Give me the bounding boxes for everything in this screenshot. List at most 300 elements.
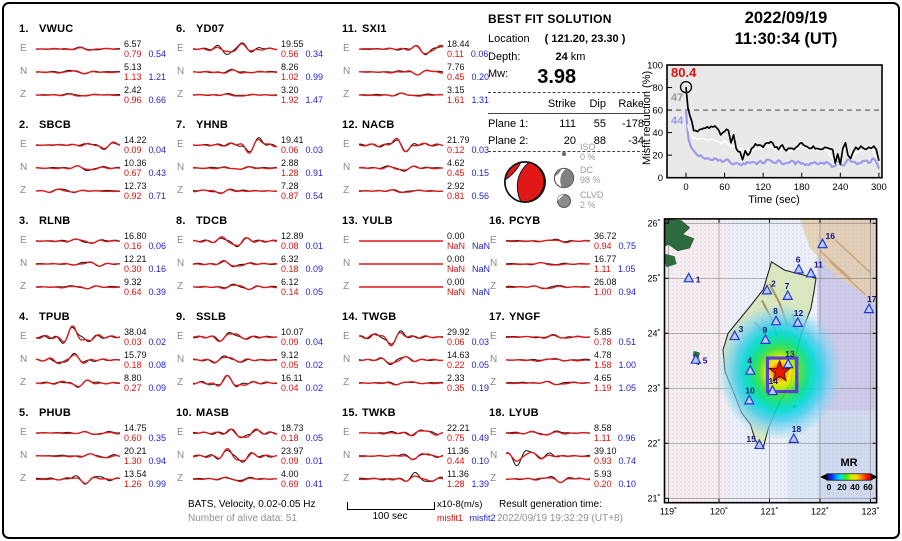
misfit2-value: 0.04 — [305, 336, 324, 347]
waveform-TDCB-Z — [191, 275, 279, 299]
component-label: N — [20, 450, 28, 461]
misfit-values — [124, 241, 166, 251]
misfit-values — [447, 241, 490, 251]
amplitude-value: 6.12 — [281, 276, 299, 287]
trace-row — [486, 325, 642, 348]
waveform-TPUB-Z — [34, 371, 122, 395]
misfit2-value: 0.06 — [148, 240, 167, 251]
station-header — [16, 310, 172, 325]
trace-row — [486, 252, 642, 275]
waveform-SBCB-Z — [34, 179, 122, 203]
misfit2-value: 1.21 — [148, 71, 167, 82]
waveform-LYUB-N — [504, 444, 592, 468]
waveform-YD07-E — [191, 37, 279, 61]
waveform-RLNB-N — [34, 252, 122, 276]
waveform-PCYB-E — [504, 229, 592, 253]
amplitude-value: 10.36 — [124, 157, 147, 168]
misfit1-value: 1.61 — [447, 94, 465, 105]
misfit2-value: 0.04 — [148, 144, 167, 155]
misfit2-value: 0.39 — [148, 286, 167, 297]
svg-text:120˚: 120˚ — [709, 506, 729, 517]
trace-row — [16, 252, 172, 275]
clvd-pct: 2 % — [580, 200, 596, 210]
station-code: TWKB — [362, 407, 396, 419]
trace-values — [281, 327, 323, 347]
trace-row — [173, 275, 329, 298]
misfit1-value: 0.27 — [124, 382, 142, 393]
misfit-values — [447, 264, 490, 274]
station-block — [339, 310, 495, 406]
trace-row — [486, 229, 642, 252]
component-label: Z — [20, 281, 27, 292]
misfit2-value: 0.56 — [471, 190, 490, 201]
map-station-number: 5 — [702, 355, 708, 366]
misfit2-value: 0.91 — [305, 167, 324, 178]
amplitude-value: 23.97 — [281, 445, 304, 456]
trace-values — [594, 423, 635, 443]
trace-row — [16, 83, 172, 106]
processing-info: BATS, Velocity, 0.02-0.05 Hz — [188, 499, 316, 510]
misfit-values — [281, 95, 323, 105]
misfit2-value: 0.02 — [305, 382, 324, 393]
misfit-values — [281, 287, 323, 297]
trace-row — [16, 275, 172, 298]
trace-row — [339, 60, 495, 83]
misfit2-value: 0.54 — [305, 190, 324, 201]
waveform-NACB-E — [357, 133, 445, 157]
misfit2-value: 0.15 — [471, 167, 490, 178]
station-block — [339, 406, 495, 502]
amplitude-value: 16.77 — [594, 253, 617, 264]
svg-text:119˚: 119˚ — [659, 506, 678, 517]
station-header — [16, 214, 172, 229]
waveform-SXI1-N — [357, 60, 445, 84]
station-header — [173, 22, 329, 37]
trace-values — [124, 350, 166, 370]
trace-row — [339, 444, 495, 467]
trace-values — [594, 231, 636, 251]
component-label: E — [20, 235, 27, 246]
waveform-SBCB-E — [34, 133, 122, 157]
component-label: E — [177, 235, 184, 246]
trace-row — [339, 37, 495, 60]
trace-values — [281, 350, 323, 370]
map-station-number: 1 — [695, 274, 701, 285]
trace-row — [339, 275, 495, 298]
trace-row — [486, 467, 642, 490]
waveform-YNGF-E — [504, 325, 592, 349]
misfit1-value: 0.67 — [124, 167, 142, 178]
trace-row — [173, 467, 329, 490]
station-header — [173, 406, 329, 421]
waveform-RLNB-Z — [34, 275, 122, 299]
component-label: N — [343, 66, 351, 77]
trace-values — [594, 327, 636, 347]
misfit-values — [447, 360, 489, 370]
component-label: N — [20, 162, 28, 173]
svg-text:20: 20 — [837, 482, 847, 492]
component-label: N — [490, 354, 498, 365]
misfit2-value: 1.31 — [471, 94, 490, 105]
amplitude-value: 4.00 — [281, 468, 299, 479]
trace-values — [124, 158, 166, 178]
misfit-values — [281, 168, 323, 178]
misfit-values — [594, 241, 636, 251]
waveform-TDCB-N — [191, 252, 279, 276]
station-code: PHUB — [39, 407, 71, 419]
scalebar-label: 100 sec — [372, 511, 408, 522]
trace-values — [447, 277, 490, 297]
amplitude-value: 12.89 — [281, 230, 304, 241]
map-station-number: 8 — [773, 306, 778, 317]
best-fit-title: BEST FIT SOLUTION — [488, 12, 612, 26]
amplitude-value: 13.54 — [124, 468, 147, 479]
waveform-SSLB-E — [191, 325, 279, 349]
trace-values — [594, 446, 636, 466]
misfit2-legend: misfit2 — [469, 513, 496, 523]
trace-row — [16, 348, 172, 371]
station-header — [339, 406, 495, 421]
station-code: LYUB — [509, 407, 539, 419]
trace-values — [124, 39, 166, 59]
amplitude-value: 2.42 — [124, 84, 142, 95]
station-block — [16, 406, 172, 502]
plot-ylabel: Misfit reduction (%) — [641, 70, 653, 165]
trace-values — [124, 254, 166, 274]
misfit1-value: 0.35 — [447, 382, 465, 393]
table-rule-top — [488, 92, 645, 93]
waveform-PHUB-E — [34, 421, 122, 445]
svg-text:26˚: 26˚ — [647, 218, 661, 229]
station-number: 11. — [342, 23, 358, 35]
station-number: 7. — [176, 119, 186, 131]
map-station-number: 3 — [738, 324, 744, 335]
amplitude-value: 5.13 — [124, 61, 142, 72]
trace-values — [447, 85, 489, 105]
misfit1-value: 0.18 — [124, 359, 142, 370]
waveform-TWKB-E — [357, 421, 445, 445]
misfit2-value: 0.71 — [148, 190, 167, 201]
misfit1-value: 0.09 — [124, 144, 142, 155]
component-label: E — [343, 43, 350, 54]
misfit2-value: 0.05 — [305, 286, 324, 297]
component-label: N — [177, 354, 185, 365]
misfit-values — [594, 456, 636, 466]
misfit2-value: 0.34 — [305, 48, 324, 59]
misfit-values — [594, 360, 636, 370]
misfit2-value: 0.01 — [305, 455, 324, 466]
station-code: MASB — [196, 407, 230, 419]
amplitude-value: 22.21 — [447, 422, 470, 433]
waveform-MASB-Z — [191, 467, 279, 491]
station-code: YULB — [362, 215, 393, 227]
trace-row — [173, 156, 329, 179]
waveform-SXI1-Z — [357, 83, 445, 107]
misfit-values — [447, 479, 489, 489]
trace-values — [594, 469, 636, 489]
waveform-SBCB-N — [34, 156, 122, 180]
misfit1-value: 1.13 — [124, 71, 142, 82]
trace-row — [173, 252, 329, 275]
station-header — [173, 118, 329, 133]
misfit-values — [594, 479, 636, 489]
amplitude-value: 14.75 — [124, 422, 147, 433]
third-misfit-label: 44 — [671, 115, 684, 127]
misfit1-value: 0.16 — [124, 240, 142, 251]
misfit1-value: 0.14 — [281, 286, 299, 297]
svg-text:121˚: 121˚ — [760, 506, 779, 517]
misfit1-value: 1.02 — [281, 71, 299, 82]
misfit1-value: 0.78 — [594, 336, 612, 347]
focal-mechanism-beachball — [502, 159, 548, 205]
amplitude-value: 7.76 — [447, 61, 465, 72]
component-label: Z — [490, 473, 497, 484]
misfit2-value: 0.02 — [305, 359, 324, 370]
waveform-VWUC-Z — [34, 83, 122, 107]
waveform-PCYB-Z — [504, 275, 592, 299]
trace-row — [339, 371, 495, 394]
trace-values — [447, 231, 490, 251]
trace-row — [173, 133, 329, 156]
misfit1-value: 1.11 — [594, 263, 611, 274]
misfit-values — [124, 145, 166, 155]
component-label: N — [343, 354, 351, 365]
waveform-TDCB-E — [191, 229, 279, 253]
trace-values — [281, 469, 323, 489]
map-station-number: 12 — [793, 307, 804, 318]
station-code: RLNB — [39, 215, 71, 227]
station-number: 5. — [19, 407, 29, 419]
component-label: E — [177, 427, 184, 438]
component-label: Z — [177, 377, 184, 388]
misfit2-value: 0.05 — [305, 432, 324, 443]
misfit-values — [447, 145, 489, 155]
misfit-values — [281, 191, 323, 201]
station-header — [339, 118, 495, 133]
station-code: SXI1 — [362, 23, 387, 35]
station-block — [16, 22, 172, 118]
station-header — [16, 22, 172, 37]
dc-row — [552, 165, 601, 189]
misfit1-value: 0.60 — [124, 432, 142, 443]
map-station-number: 7 — [784, 280, 790, 291]
trace-values — [281, 135, 323, 155]
misfit-values — [281, 241, 323, 251]
svg-text:20: 20 — [652, 150, 663, 162]
station-number: 8. — [176, 215, 186, 227]
station-number: 3. — [19, 215, 29, 227]
trace-row — [16, 37, 172, 60]
amplitude-value: 6.32 — [281, 253, 299, 264]
trace-values — [281, 181, 323, 201]
colorbar-gradient — [827, 474, 871, 480]
misfit1-value: 1.92 — [281, 94, 299, 105]
map-station-number: 9 — [762, 324, 768, 335]
component-label: E — [343, 139, 350, 150]
misfit2-value: 0.99 — [148, 478, 167, 489]
trace-values — [124, 135, 166, 155]
amplitude-value: 11.36 — [447, 468, 469, 479]
misfit-values — [447, 49, 488, 59]
misfit1-value: 0.22 — [447, 359, 465, 370]
amplitude-value: 0.00 — [447, 230, 465, 241]
waveform-YULB-Z — [357, 275, 445, 299]
misfit2-value: 0.08 — [148, 359, 167, 370]
trace-values — [281, 277, 323, 297]
station-code: TPUB — [39, 311, 70, 323]
waveform-LYUB-E — [504, 421, 592, 445]
svg-text:25˚: 25˚ — [647, 273, 661, 284]
component-label: Z — [490, 377, 497, 388]
station-code: SBCB — [39, 119, 71, 131]
waveform-YULB-E — [357, 229, 445, 253]
amplitude-value: 10.07 — [281, 326, 304, 337]
trace-values — [447, 181, 489, 201]
result-time-value: 2022/09/19 19:32:29 (UT+8) — [497, 513, 623, 524]
trace-values — [447, 254, 490, 274]
map-station-number: 11 — [813, 259, 823, 270]
trace-row — [16, 179, 172, 202]
component-label: E — [20, 139, 27, 150]
misfit1-value: NaN — [447, 240, 466, 251]
component-label: Z — [20, 89, 27, 100]
component-label: E — [20, 43, 27, 54]
trace-values — [281, 62, 323, 82]
trace-values — [281, 158, 323, 178]
misfit1-value: 0.12 — [447, 144, 465, 155]
component-label: N — [20, 66, 28, 77]
trace-row — [173, 444, 329, 467]
misfit2-value: 1.47 — [305, 94, 324, 105]
station-block — [173, 22, 329, 118]
trace-row — [173, 421, 329, 444]
waveform-SXI1-E — [357, 37, 445, 61]
depth-unit: km — [570, 51, 586, 63]
map-station-number: 13 — [785, 349, 795, 360]
plot-xlabel: Time (sec) — [748, 194, 800, 206]
dc-pct: 98 % — [580, 175, 601, 185]
amplitude-value: 15.79 — [124, 349, 147, 360]
svg-text:60: 60 — [652, 105, 663, 117]
misfit-values — [447, 191, 489, 201]
dc-label: DC — [580, 165, 593, 175]
map-station-number: 6 — [795, 254, 801, 265]
misfit1-value: 0.30 — [124, 263, 142, 274]
col-rake: Rake — [618, 97, 644, 110]
misfit1-value: 0.75 — [447, 432, 465, 443]
trace-row — [173, 371, 329, 394]
misfit2-value: 0.06 — [470, 48, 489, 59]
station-number: 13. — [342, 215, 358, 227]
trace-values — [124, 469, 166, 489]
component-label: E — [177, 43, 184, 54]
misfit2-value: 1.39 — [471, 478, 490, 489]
plane1-dip: 55 — [593, 117, 606, 130]
misfit2-value: 0.09 — [305, 263, 324, 274]
svg-text:22˚: 22˚ — [647, 438, 661, 449]
mw-row — [488, 66, 576, 89]
amplitude-value: 39.10 — [594, 445, 617, 456]
trace-row — [339, 467, 495, 490]
iso-pct: 0 % — [580, 152, 596, 162]
waveform-PHUB-N — [34, 444, 122, 468]
component-label: E — [343, 427, 350, 438]
amplitude-value: 2.88 — [281, 157, 299, 168]
misfit-values — [124, 49, 166, 59]
misfit-values — [124, 479, 166, 489]
svg-text:23˚: 23˚ — [647, 383, 661, 394]
misfit-values — [594, 287, 636, 297]
station-number: 1. — [19, 23, 29, 35]
amplitude-value: 5.85 — [594, 326, 612, 337]
misfit1-value: 0.06 — [281, 144, 299, 155]
plane2-strike: 20 — [563, 134, 576, 147]
component-label: E — [490, 235, 497, 246]
misfit1-value: 0.81 — [447, 190, 465, 201]
trace-values — [447, 469, 489, 489]
station-code: VWUC — [39, 23, 74, 35]
misfit1-value: 0.06 — [447, 336, 465, 347]
misfit2-value: 0.01 — [305, 240, 324, 251]
misfit1-value: 0.18 — [281, 432, 299, 443]
waveform-TPUB-E — [34, 325, 122, 349]
alive-data-count: Number of alive data: 51 — [188, 513, 297, 524]
trace-row — [16, 156, 172, 179]
trace-row — [173, 37, 329, 60]
trace-row — [16, 325, 172, 348]
amplitude-value: 3.20 — [281, 84, 299, 95]
location-label: Location — [488, 33, 530, 45]
misfit-values — [447, 383, 489, 393]
waveform-VWUC-E — [34, 37, 122, 61]
station-header — [486, 406, 642, 421]
misfit2-value: NaN — [472, 286, 491, 297]
misfit2-value: 0.54 — [148, 48, 167, 59]
component-label: Z — [490, 281, 497, 292]
misfit2-value: 0.94 — [618, 286, 637, 297]
misfit-values — [281, 433, 323, 443]
misfit2-value: 0.05 — [471, 359, 490, 370]
col-dip: Dip — [589, 97, 606, 110]
station-header — [339, 214, 495, 229]
amplitude-value: 0.00 — [447, 276, 465, 287]
svg-text:123˚: 123˚ — [861, 506, 880, 517]
station-number: 4. — [19, 311, 29, 323]
component-label: Z — [20, 377, 27, 388]
waveform-YULB-N — [357, 252, 445, 276]
trace-row — [486, 421, 642, 444]
misfit1-value: 1.28 — [281, 167, 299, 178]
misfit2-value: 0.74 — [618, 455, 637, 466]
misfit-values — [281, 456, 323, 466]
misfit-values — [124, 168, 166, 178]
trace-row — [173, 229, 329, 252]
component-label: N — [20, 354, 28, 365]
misfit-reduction-plot — [640, 55, 902, 210]
amplitude-value: 4.65 — [594, 372, 612, 383]
trace-row — [339, 421, 495, 444]
trace-values — [124, 423, 166, 443]
misfit1-value: 1.28 — [447, 478, 465, 489]
depth-row — [488, 51, 585, 63]
map-station-number: 16 — [825, 231, 835, 242]
amplitude-value: 3.15 — [447, 84, 465, 95]
trace-values — [124, 62, 166, 82]
trace-row — [16, 371, 172, 394]
misfit1-value: 0.94 — [594, 240, 612, 251]
station-code: YNGF — [509, 311, 541, 323]
misfit-values — [124, 337, 166, 347]
